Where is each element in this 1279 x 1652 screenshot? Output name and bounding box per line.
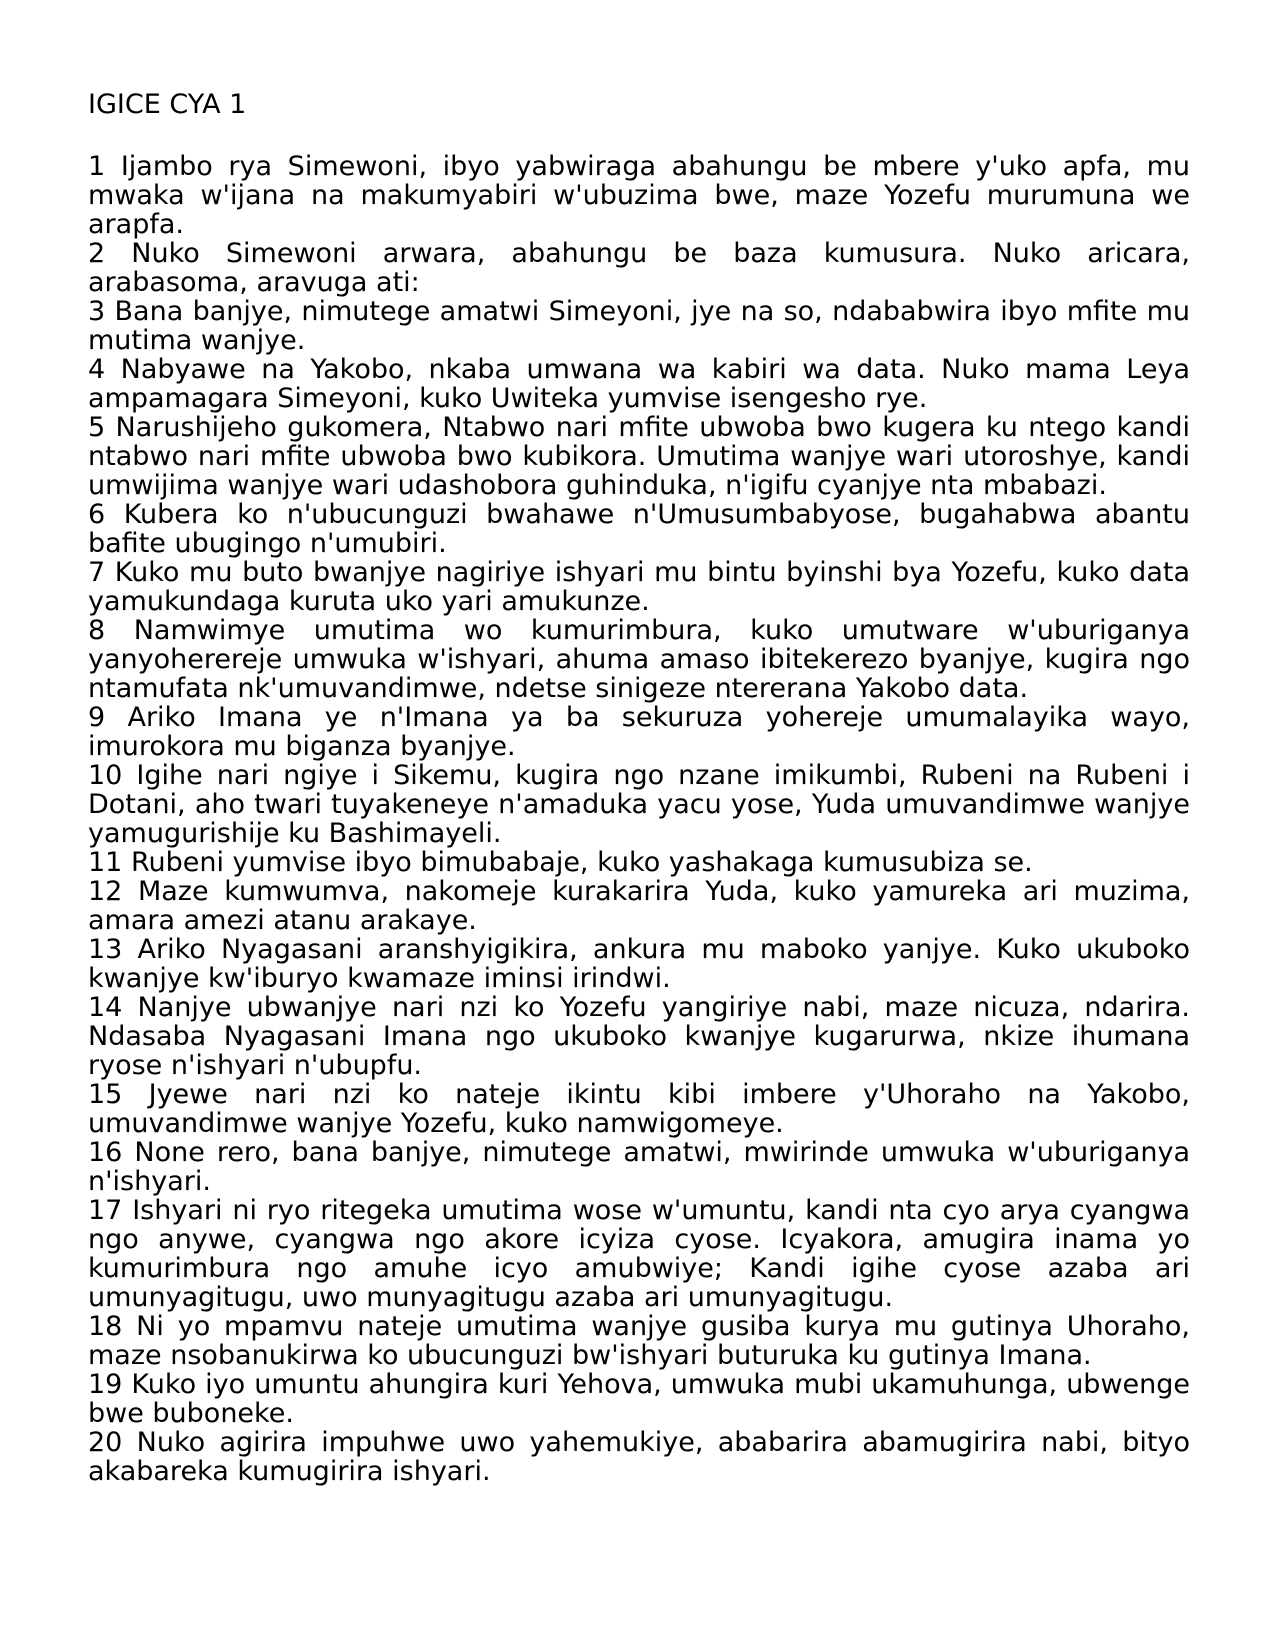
verse-17: 17 Ishyari ni ryo ritegeka umutima wose w'umuntu, kandi nta cyo arya cyangwa ngo anywe, cyangwa ngo akore icyiza cyose. Icyakora, amugira inama yo kumurimbura ngo amuhe icyo amubwiye; Kandi igihe cyose azaba ari umunyagitugu, uwo munyagitugu azaba ari umunyagitugu. [88,1195,1190,1313]
verse-19: 19 Kuko iyo umuntu ahungira kuri Yehova, umwuka mubi ukamuhunga, ubwenge bwe buboneke. [88,1369,1190,1429]
verse-5: 5 Narushijeho gukomera, Ntabwo nari mfite ubwoba bwo kugera ku ntego kandi ntabwo nari mfite ubwoba bwo kubikora. Umutima wanjye wari utoroshye, kandi umwijima wanjye wari udashobora guhinduka, n'igifu cyanjye nta mbabazi. [88,412,1190,501]
document-page [88,88,1190,1486]
verse-16: 16 None rero, bana banjye, nimutege amatwi, mwirinde umwuka w'uburiganya n'ishyari. [88,1137,1190,1197]
verse-3: 3 Bana banjye, nimutege amatwi Simeyoni, jye na so, ndababwira ibyo mfite mu mutima wanjye. [88,296,1190,356]
chapter-title: IGICE CYA 1 [88,89,247,120]
verse-12: 12 Maze kumwumva, nakomeje kurakarira Yuda, kuko yamureka ari muzima, amara amezi atanu arakaye. [88,876,1190,936]
verse-15: 15 Jyewe nari nzi ko nateje ikintu kibi imbere y'Uhoraho na Yakobo, umuvandimwe wanjye Yozefu, kuko namwigomeye. [88,1079,1190,1139]
verse-4: 4 Nabyawe na Yakobo, nkaba umwana wa kabiri wa data. Nuko mama Leya ampamagara Simeyoni, kuko Uwiteka yumvise isengesho rye. [88,354,1190,414]
verse-2: 2 Nuko Simewoni arwara, abahungu be baza kumusura. Nuko aricara, arabasoma, aravuga ati: [88,238,1190,298]
verse-10: 10 Igihe nari ngiye i Sikemu, kugira ngo nzane imikumbi, Rubeni na Rubeni i Dotani, aho twari tuyakeneye n'amaduka yacu yose, Yuda umuvandimwe wanjye yamugurishije ku Bashimayeli. [88,760,1190,849]
verse-20: 20 Nuko agirira impuhwe uwo yahemukiye, ababarira abamugirira nabi, bityo akabareka kumugirira ishyari. [88,1427,1190,1487]
verse-list [88,152,1190,1486]
verse-7: 7 Kuko mu buto bwanjye nagiriye ishyari mu bintu byinshi bya Yozefu, kuko data yamukundaga kuruta uko yari amukunze. [88,557,1190,617]
verse-9: 9 Ariko Imana ye n'Imana ya ba sekuruza yohereje umumalayika wayo, imurokora mu biganza byanjye. [88,702,1190,762]
verse-11: 11 Rubeni yumvise ibyo bimubabaje, kuko yashakaga kumusubiza se. [88,847,1033,878]
verse-14: 14 Nanjye ubwanjye nari nzi ko Yozefu yangiriye nabi, maze nicuza, ndarira. Ndasaba Nyagasani Imana ngo ukuboko kwanjye kugarurwa, nkize ihumana ryose n'ishyari n'ubupfu. [88,992,1190,1081]
verse-1: 1 Ijambo rya Simewoni, ibyo yabwiraga abahungu be mbere y'uko apfa, mu mwaka w'ijana na makumyabiri w'ubuzima bwe, maze Yozefu murumuna we arapfa. [88,151,1190,240]
verse-13: 13 Ariko Nyagasani aranshyigikira, ankura mu maboko yanjye. Kuko ukuboko kwanjye kw'iburyo kwamaze iminsi irindwi. [88,934,1190,994]
verse-6: 6 Kubera ko n'ubucunguzi bwahawe n'Umusumbabyose, bugahabwa abantu bafite ubugingo n'umubiri. [88,499,1190,559]
verse-18: 18 Ni yo mpamvu nateje umutima wanjye gusiba kurya mu gutinya Uhoraho, maze nsobanukirwa ko ubucunguzi bw'ishyari buturuka ku gutinya Imana. [88,1311,1190,1371]
verse-8: 8 Namwimye umutima wo kumurimbura, kuko umutware w'uburiganya yanyoherereje umwuka w'ishyari, ahuma amaso ibitekerezo byanjye, kugira ngo ntamufata nk'umuvandimwe, ndetse sinigeze ntererana Yakobo data. [88,615,1190,704]
